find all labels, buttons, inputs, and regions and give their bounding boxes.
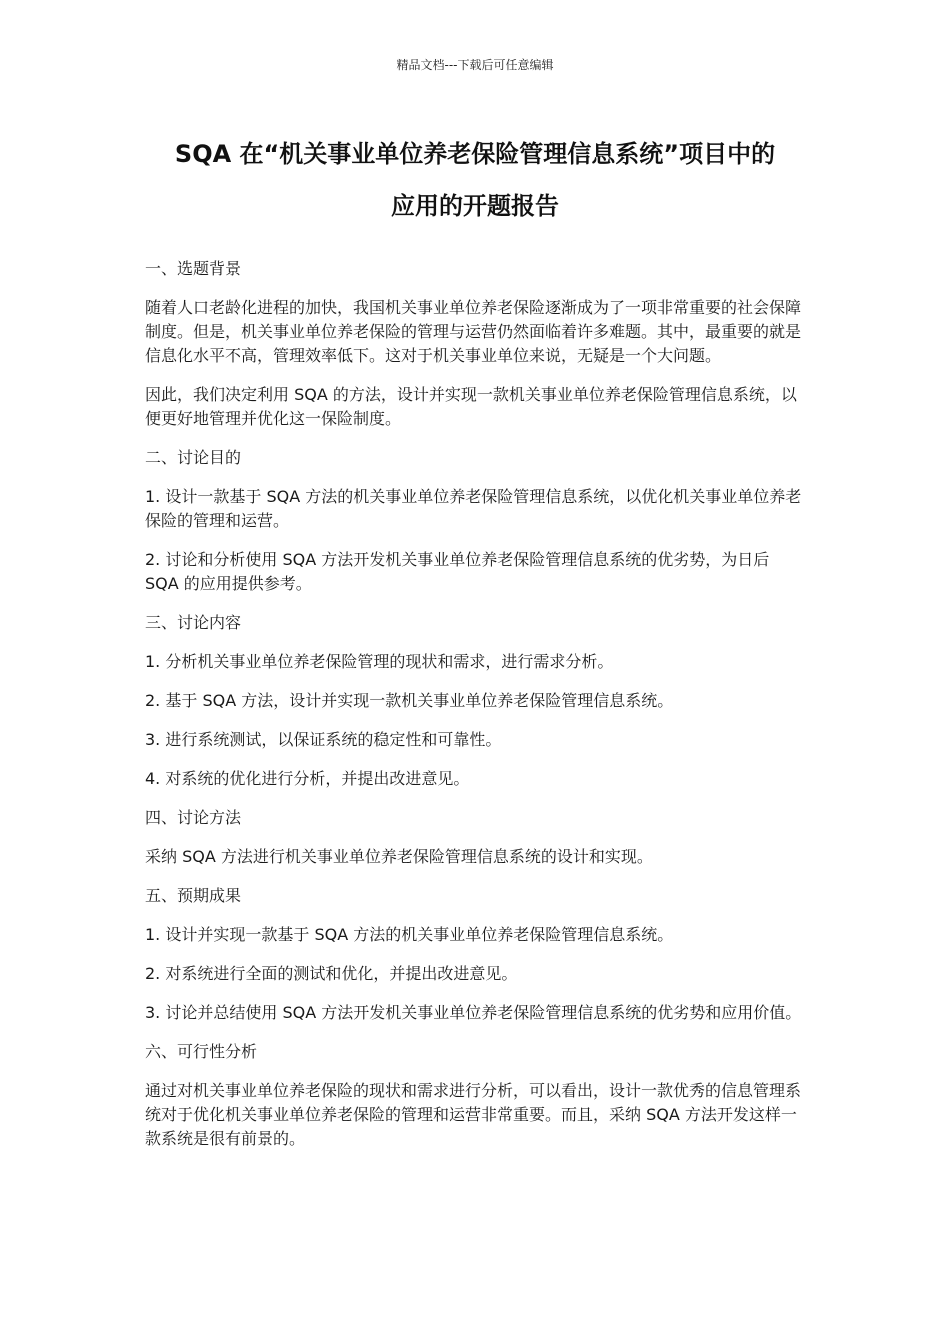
- section-heading-background: 一、选题背景: [145, 259, 242, 278]
- paragraph: 采纳 SQA 方法进行机关事业单位养老保险管理信息系统的设计和实现。: [145, 847, 653, 866]
- section-heading-feasibility: 六、可行性分析: [145, 1042, 258, 1061]
- paragraph: 随着人口老龄化进程的加快，我国机关事业单位养老保险逐渐成为了一项非常重要的社会保障制度。但是，机关事业单位养老保险的管理与运营仍然面临着许多难题。其中，最重要的就是信息化水平不高，管理效率低下。这对于机关事业单位来说，无疑是一个大问题。: [145, 298, 802, 365]
- title-line-1: SQA 在“机关事业单位养老保险管理信息系统”项目中的: [174, 140, 776, 168]
- section-heading-method: 四、讨论方法: [145, 808, 242, 827]
- section-heading-content: 三、讨论内容: [145, 613, 242, 632]
- list-item: 1. 设计一款基于 SQA 方法的机关事业单位养老保险管理信息系统，以优化机关事业单位养老保险的管理和运营。: [145, 487, 802, 530]
- title-line-2: 应用的开题报告: [391, 192, 559, 220]
- list-item: 2. 对系统进行全面的测试和优化，并提出改进意见。: [145, 964, 518, 983]
- list-item: 3. 讨论并总结使用 SQA 方法开发机关事业单位养老保险管理信息系统的优劣势和应用价值。: [145, 1003, 802, 1022]
- list-item: 1. 分析机关事业单位养老保险管理的现状和需求，进行需求分析。: [145, 652, 614, 671]
- section-heading-expected-results: 五、预期成果: [145, 886, 242, 905]
- paragraph: 因此，我们决定利用 SQA 的方法，设计并实现一款机关事业单位养老保险管理信息系统，以便更好地管理并优化这一保险制度。: [145, 385, 797, 428]
- document-body: [145, 257, 805, 1166]
- document-title: [120, 128, 830, 232]
- list-item: 1. 设计并实现一款基于 SQA 方法的机关事业单位养老保险管理信息系统。: [145, 925, 674, 944]
- list-item: 2. 基于 SQA 方法，设计并实现一款机关事业单位养老保险管理信息系统。: [145, 691, 674, 710]
- page-header: 精品文档---下载后可任意编辑: [396, 58, 554, 72]
- paragraph: 通过对机关事业单位养老保险的现状和需求进行分析，可以看出，设计一款优秀的信息管理系统对于优化机关事业单位养老保险的管理和运营非常重要。而且，采纳 SQA 方法开发这样一款系统是很有前景的。: [145, 1081, 802, 1148]
- list-item: 3. 进行系统测试，以保证系统的稳定性和可靠性。: [145, 730, 502, 749]
- list-item: 2. 讨论和分析使用 SQA 方法开发机关事业单位养老保险管理信息系统的优劣势，为日后 SQA 的应用提供参考。: [145, 550, 770, 593]
- list-item: 4. 对系统的优化进行分析，并提出改进意见。: [145, 769, 470, 788]
- section-heading-purpose: 二、讨论目的: [145, 448, 242, 467]
